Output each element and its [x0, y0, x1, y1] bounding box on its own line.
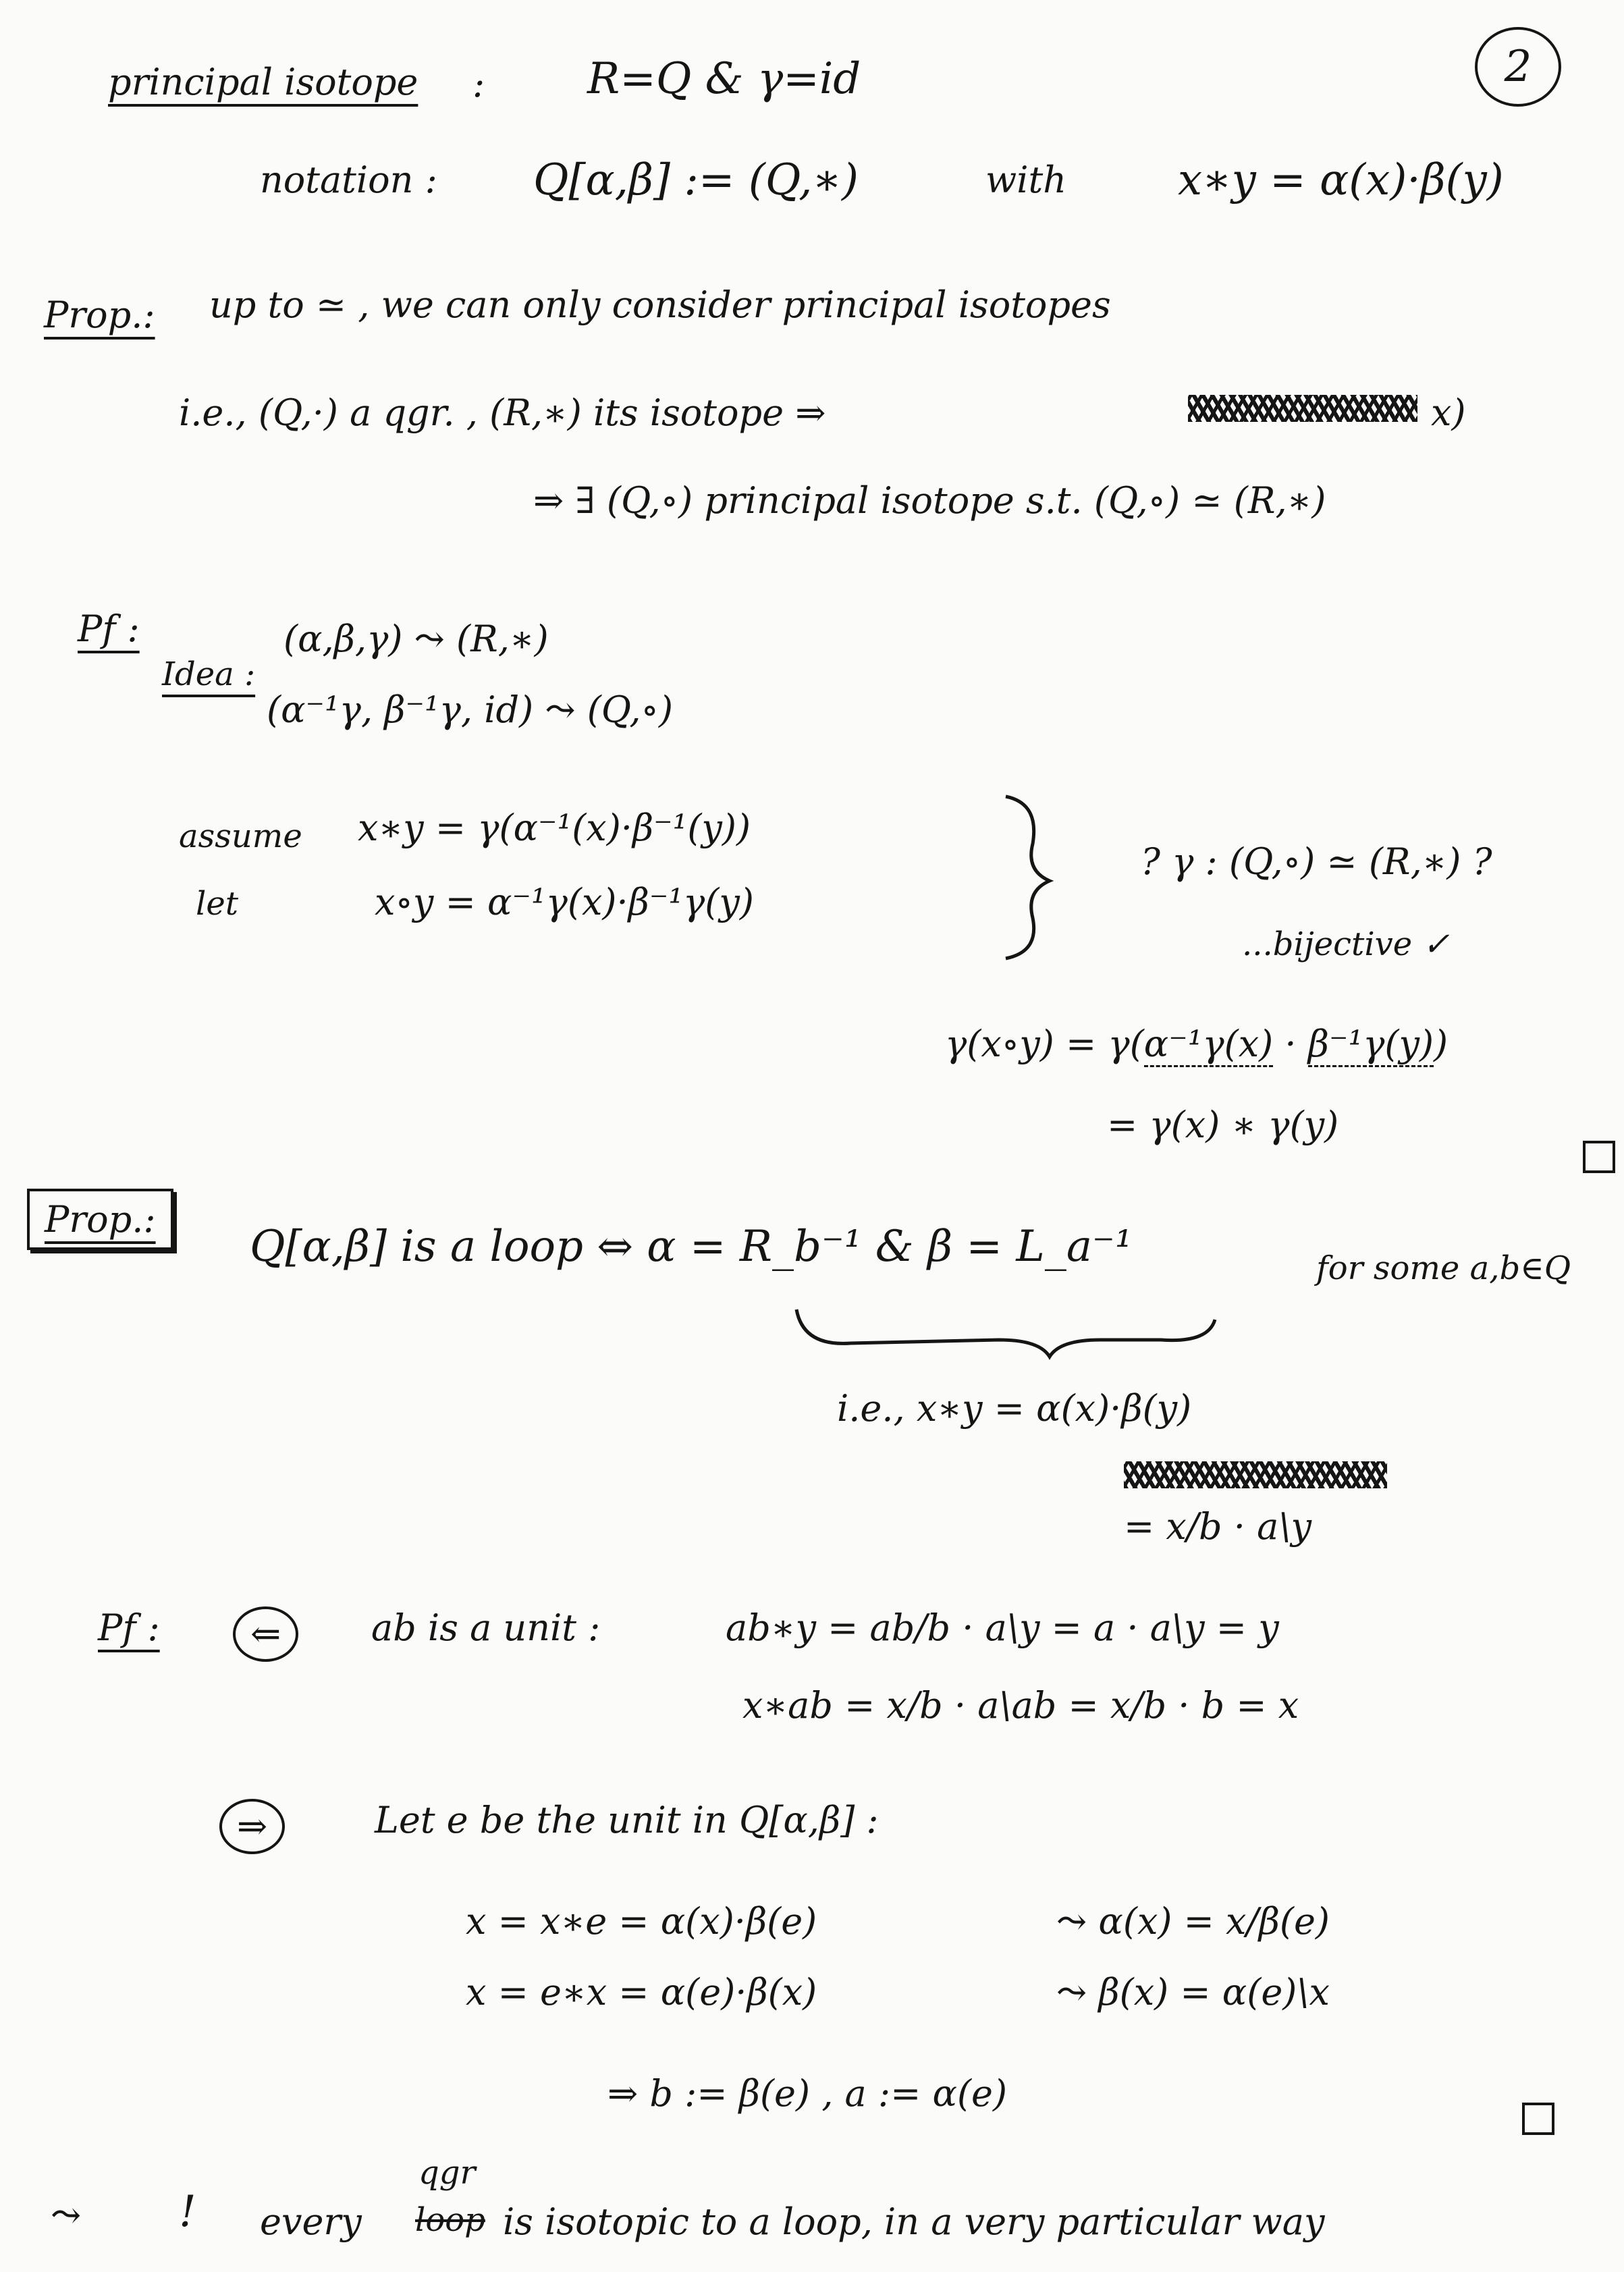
prop1-line2: i.e., (Q,·) a qgr. , (R,∗) its isotope ⇒ [179, 391, 826, 434]
proof2-conclusion: ⇒ b := β(e) , a := α(e) [607, 2072, 1008, 2115]
idea-line2: (α⁻¹γ, β⁻¹γ, id) ⤳ (Q,∘) [267, 688, 674, 731]
definition-colon: : [472, 63, 485, 105]
proof2-label: Pf : [98, 1606, 160, 1649]
isomorphism-question: ? γ : (Q,∘) ≃ (R,∗) ? [1141, 840, 1492, 883]
unit-claim: ab is a unit : [371, 1606, 601, 1649]
equation-1-result: ⤳ α(x) = x/β(e) [1056, 1900, 1330, 1943]
footer-remark: is isotopic to a loop, in a very particular way [503, 2200, 1325, 2243]
right-unit-eq: x∗ab = x/b · a\ab = x/b · b = x [742, 1684, 1299, 1727]
prop2-statement: Q[α,β] is a loop ⇔ α = R_b⁻¹ & β = L_a⁻¹ [250, 1222, 1133, 1272]
page-number: 2 [1475, 27, 1561, 107]
assume-label: assume [179, 817, 302, 855]
notation-expression: Q[α,β] := (Q,∗) [533, 155, 859, 205]
idea-line1: (α,β,γ) ⤳ (R,∗) [283, 618, 549, 660]
let-expression: x∘y = α⁻¹γ(x)·β⁻¹γ(y) [375, 881, 754, 923]
prop1-line2-end: x) [1431, 391, 1466, 434]
proof1-label: Pf : [78, 607, 140, 650]
notation-with: with [985, 159, 1066, 201]
bijective-check: ...bijective ✓ [1242, 925, 1450, 963]
reverse-direction-marker: ⇐ [233, 1606, 298, 1662]
calc-line1: γ(x∘y) = γ(α⁻¹γ(x) · β⁻¹γ(y)) [945, 1026, 1448, 1062]
let-label: let [196, 885, 239, 923]
forward-direction-marker: ⇒ [219, 1799, 285, 1854]
calc-line2: = γ(x) ∗ γ(y) [1107, 1104, 1339, 1146]
left-unit-eq: ab∗y = ab/b · a\y = a · a\y = y [726, 1606, 1279, 1649]
assume-expression: x∗y = γ(α⁻¹(x)·β⁻¹(y)) [358, 807, 751, 849]
right-brace [1006, 796, 1050, 958]
principal-condition: R=Q & γ=id [587, 54, 861, 104]
idea-label: Idea : [162, 655, 256, 693]
footer-inserted-word: qgr [418, 2154, 476, 2192]
equation-1: x = x∗e = α(x)·β(e) [466, 1900, 817, 1943]
prop1-line3: ⇒ ∃ (Q,∘) principal isotope s.t. (Q,∘) ≃ (R,∗) [533, 479, 1326, 522]
prop1-line1: up to ≃ , we can only consider principal isotopes [209, 283, 1111, 326]
footer-exclamation: ! [179, 2187, 196, 2237]
footer-struck-word: loop [415, 2201, 485, 2239]
prop2-result: = x/b · a\y [1124, 1505, 1312, 1548]
equation-2: x = e∗x = α(e)·β(x) [466, 1971, 817, 2013]
notation-rule: x∗y = α(x)·β(y) [1178, 155, 1504, 205]
equation-2-result: ⤳ β(x) = α(e)\x [1056, 1971, 1330, 2013]
let-e-unit: Let e be the unit in Q[α,β] : [375, 1799, 879, 1841]
footer-arrow: ⤳ [51, 2194, 82, 2236]
prop2-label: Prop.: [27, 1201, 173, 1238]
definition-title: principal isotope [108, 61, 418, 103]
prop2-ie: i.e., x∗y = α(x)·β(y) [837, 1387, 1192, 1430]
footer-every: every [260, 2200, 362, 2243]
underbrace [796, 1309, 1215, 1357]
prop2-for-some: for some a,b∈Q [1316, 1249, 1571, 1287]
prop1-label: Prop.: [44, 294, 155, 336]
notation-label: notation : [260, 159, 437, 201]
